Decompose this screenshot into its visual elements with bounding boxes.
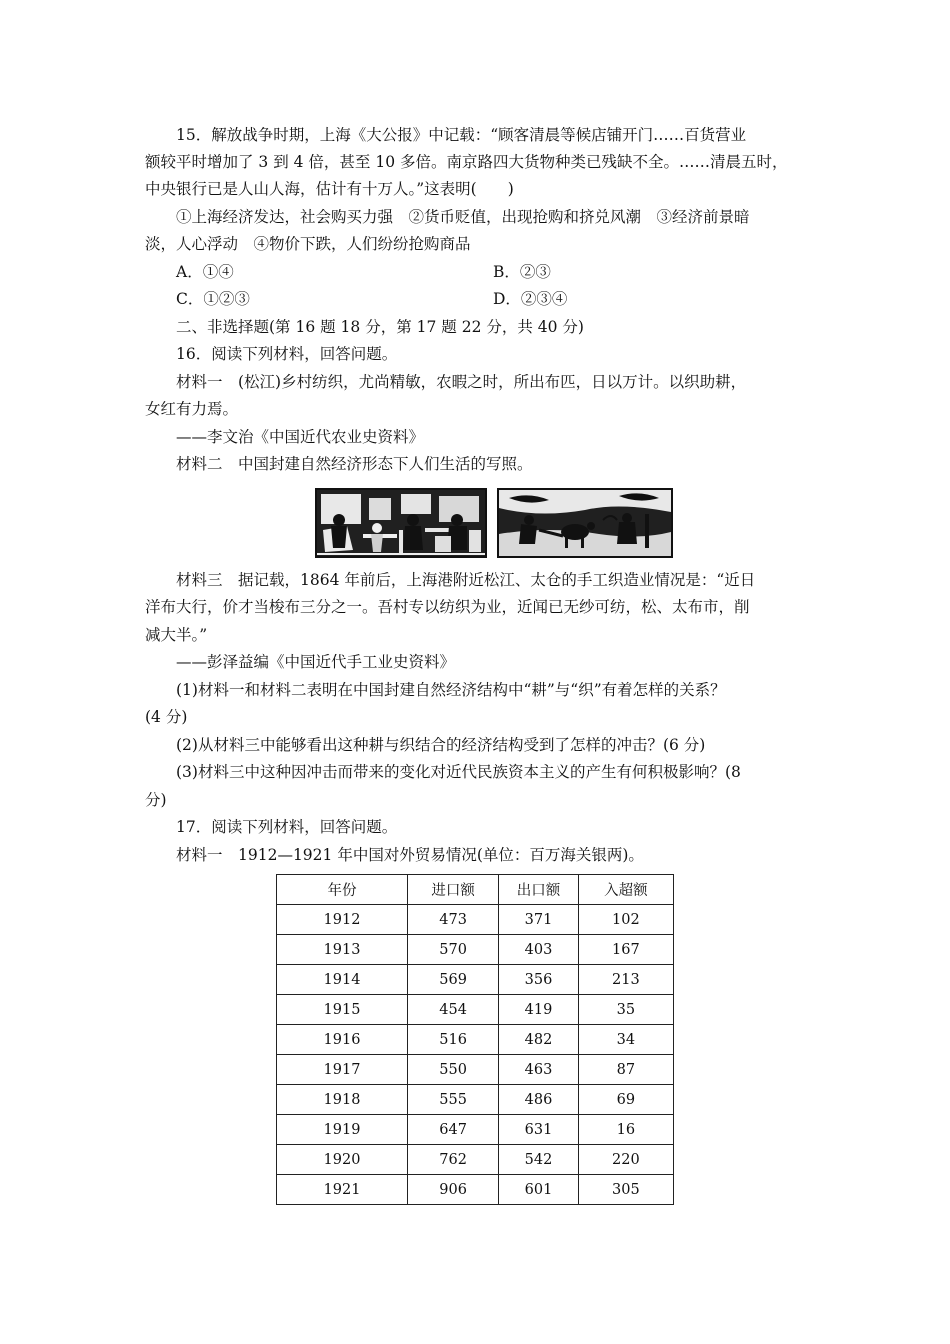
header-exports: 出口额 bbox=[499, 875, 578, 905]
table-row bbox=[277, 1145, 674, 1175]
q15-option-b: B．②③ bbox=[493, 263, 551, 281]
cell-year: 1912 bbox=[277, 905, 408, 935]
cell-deficit: 213 bbox=[578, 965, 673, 995]
q16-material3-line-1: 材料三 据记载，1864 年前后，上海港附近松江、太仓的手工织造业情况是：“近日 bbox=[176, 571, 756, 589]
q16-subquestion-1-line-2: (4 分) bbox=[145, 708, 188, 726]
cell-year: 1921 bbox=[277, 1175, 408, 1205]
q16-material3-line-2: 洋布大行，价才当梭布三分之一。吾村专以纺织为业，近闻已无纱可纺，松、太布市，削 bbox=[145, 598, 750, 616]
q15-option-c: C．①②③ bbox=[176, 290, 250, 308]
cell-exports: 482 bbox=[499, 1025, 578, 1055]
weaving-scene-image bbox=[315, 488, 487, 558]
table-row bbox=[277, 1115, 674, 1145]
cell-year: 1914 bbox=[277, 965, 408, 995]
table-row bbox=[277, 905, 674, 935]
header-imports: 进口额 bbox=[408, 875, 499, 905]
cell-exports: 371 bbox=[499, 905, 578, 935]
cell-deficit: 34 bbox=[578, 1025, 673, 1055]
table-row bbox=[277, 1055, 674, 1085]
cell-imports: 762 bbox=[408, 1145, 499, 1175]
cell-exports: 463 bbox=[499, 1055, 578, 1085]
cell-deficit: 167 bbox=[578, 935, 673, 965]
header-deficit: 入超额 bbox=[578, 875, 673, 905]
cell-year: 1916 bbox=[277, 1025, 408, 1055]
q16-subquestion-1-line-1: (1)材料一和材料二表明在中国封建自然经济结构中“耕”与“织”有着怎样的关系？ bbox=[176, 681, 726, 699]
cell-exports: 356 bbox=[499, 965, 578, 995]
q15-stem-line-2: 额较平时增加了 3 到 4 倍，甚至 10 多倍。南京路四大货物种类已残缺不全。……清晨五时， bbox=[145, 153, 788, 171]
q15-stem-line-1: 15．解放战争时期，上海《大公报》中记载：“顾客清晨等候店铺开门……百货营业 bbox=[176, 126, 747, 144]
q16-material1-line-1: 材料一 (松江)乡村纺织，尤尚精敏，农暇之时，所出布匹，日以万计。以织助耕， bbox=[176, 373, 747, 391]
cell-year: 1917 bbox=[277, 1055, 408, 1085]
q16-material3-source: ——彭泽益编《中国近代手工业史资料》 bbox=[176, 653, 456, 671]
plowing-scene-image bbox=[497, 488, 673, 558]
q16-material2: 材料二 中国封建自然经济形态下人们生活的写照。 bbox=[176, 455, 533, 473]
cell-deficit: 69 bbox=[578, 1085, 673, 1115]
cell-year: 1913 bbox=[277, 935, 408, 965]
cell-exports: 419 bbox=[499, 995, 578, 1025]
table-header-row bbox=[277, 875, 674, 905]
cell-imports: 550 bbox=[408, 1055, 499, 1085]
cell-exports: 631 bbox=[499, 1115, 578, 1145]
q16-intro: 16．阅读下列材料，回答问题。 bbox=[176, 345, 398, 363]
material2-illustrations bbox=[315, 488, 673, 556]
q17-material1: 材料一 1912—1921 年中国对外贸易情况(单位：百万海关银两)。 bbox=[176, 846, 644, 864]
cell-deficit: 87 bbox=[578, 1055, 673, 1085]
q16-subquestion-2: (2)从材料三中能够看出这种耕与织结合的经济结构受到了怎样的冲击？(6 分) bbox=[176, 736, 706, 754]
cell-imports: 570 bbox=[408, 935, 499, 965]
cell-year: 1919 bbox=[277, 1115, 408, 1145]
section-heading: 二、非选择题(第 16 题 18 分，第 17 题 22 分，共 40 分) bbox=[176, 318, 584, 336]
cell-imports: 454 bbox=[408, 995, 499, 1025]
q17-intro: 17．阅读下列材料，回答问题。 bbox=[176, 818, 398, 836]
cell-imports: 516 bbox=[408, 1025, 499, 1055]
cell-deficit: 102 bbox=[578, 905, 673, 935]
cell-exports: 542 bbox=[499, 1145, 578, 1175]
q16-material1-source: ——李文治《中国近代农业史资料》 bbox=[176, 428, 425, 446]
q16-subquestion-3-line-1: (3)材料三中这种因冲击而带来的变化对近代民族资本主义的产生有何积极影响？(8 bbox=[176, 763, 741, 781]
cell-deficit: 305 bbox=[578, 1175, 673, 1205]
cell-imports: 647 bbox=[408, 1115, 499, 1145]
table-row bbox=[277, 935, 674, 965]
table-row bbox=[277, 1085, 674, 1115]
q15-stem-line-3: 中央银行已是人山人海，估计有十万人。”这表明( ) bbox=[145, 180, 514, 198]
cell-imports: 555 bbox=[408, 1085, 499, 1115]
q15-statements-line-1: ①上海经济发达，社会购买力强 ②货币贬值，出现抢购和挤兑风潮 ③经济前景暗 bbox=[176, 208, 750, 226]
q16-material3-line-3: 减大半。” bbox=[145, 626, 208, 644]
cell-imports: 569 bbox=[408, 965, 499, 995]
table-row bbox=[277, 1175, 674, 1205]
q16-subquestion-3-line-2: 分) bbox=[145, 791, 167, 809]
cell-year: 1918 bbox=[277, 1085, 408, 1115]
trade-table bbox=[276, 874, 674, 1205]
cell-exports: 601 bbox=[499, 1175, 578, 1205]
cell-deficit: 16 bbox=[578, 1115, 673, 1145]
cell-deficit: 35 bbox=[578, 995, 673, 1025]
table-row bbox=[277, 1025, 674, 1055]
header-year: 年份 bbox=[277, 875, 408, 905]
table-row bbox=[277, 995, 674, 1025]
cell-year: 1915 bbox=[277, 995, 408, 1025]
cell-imports: 473 bbox=[408, 905, 499, 935]
q16-material1-line-2: 女红有力焉。 bbox=[145, 400, 239, 418]
q15-statements-line-2: 淡，人心浮动 ④物价下跌，人们纷纷抢购商品 bbox=[145, 235, 471, 253]
cell-exports: 403 bbox=[499, 935, 578, 965]
q15-option-d: D．②③④ bbox=[493, 290, 568, 308]
table-row bbox=[277, 965, 674, 995]
cell-deficit: 220 bbox=[578, 1145, 673, 1175]
cell-year: 1920 bbox=[277, 1145, 408, 1175]
cell-exports: 486 bbox=[499, 1085, 578, 1115]
q15-option-a: A．①④ bbox=[176, 263, 234, 281]
cell-imports: 906 bbox=[408, 1175, 499, 1205]
